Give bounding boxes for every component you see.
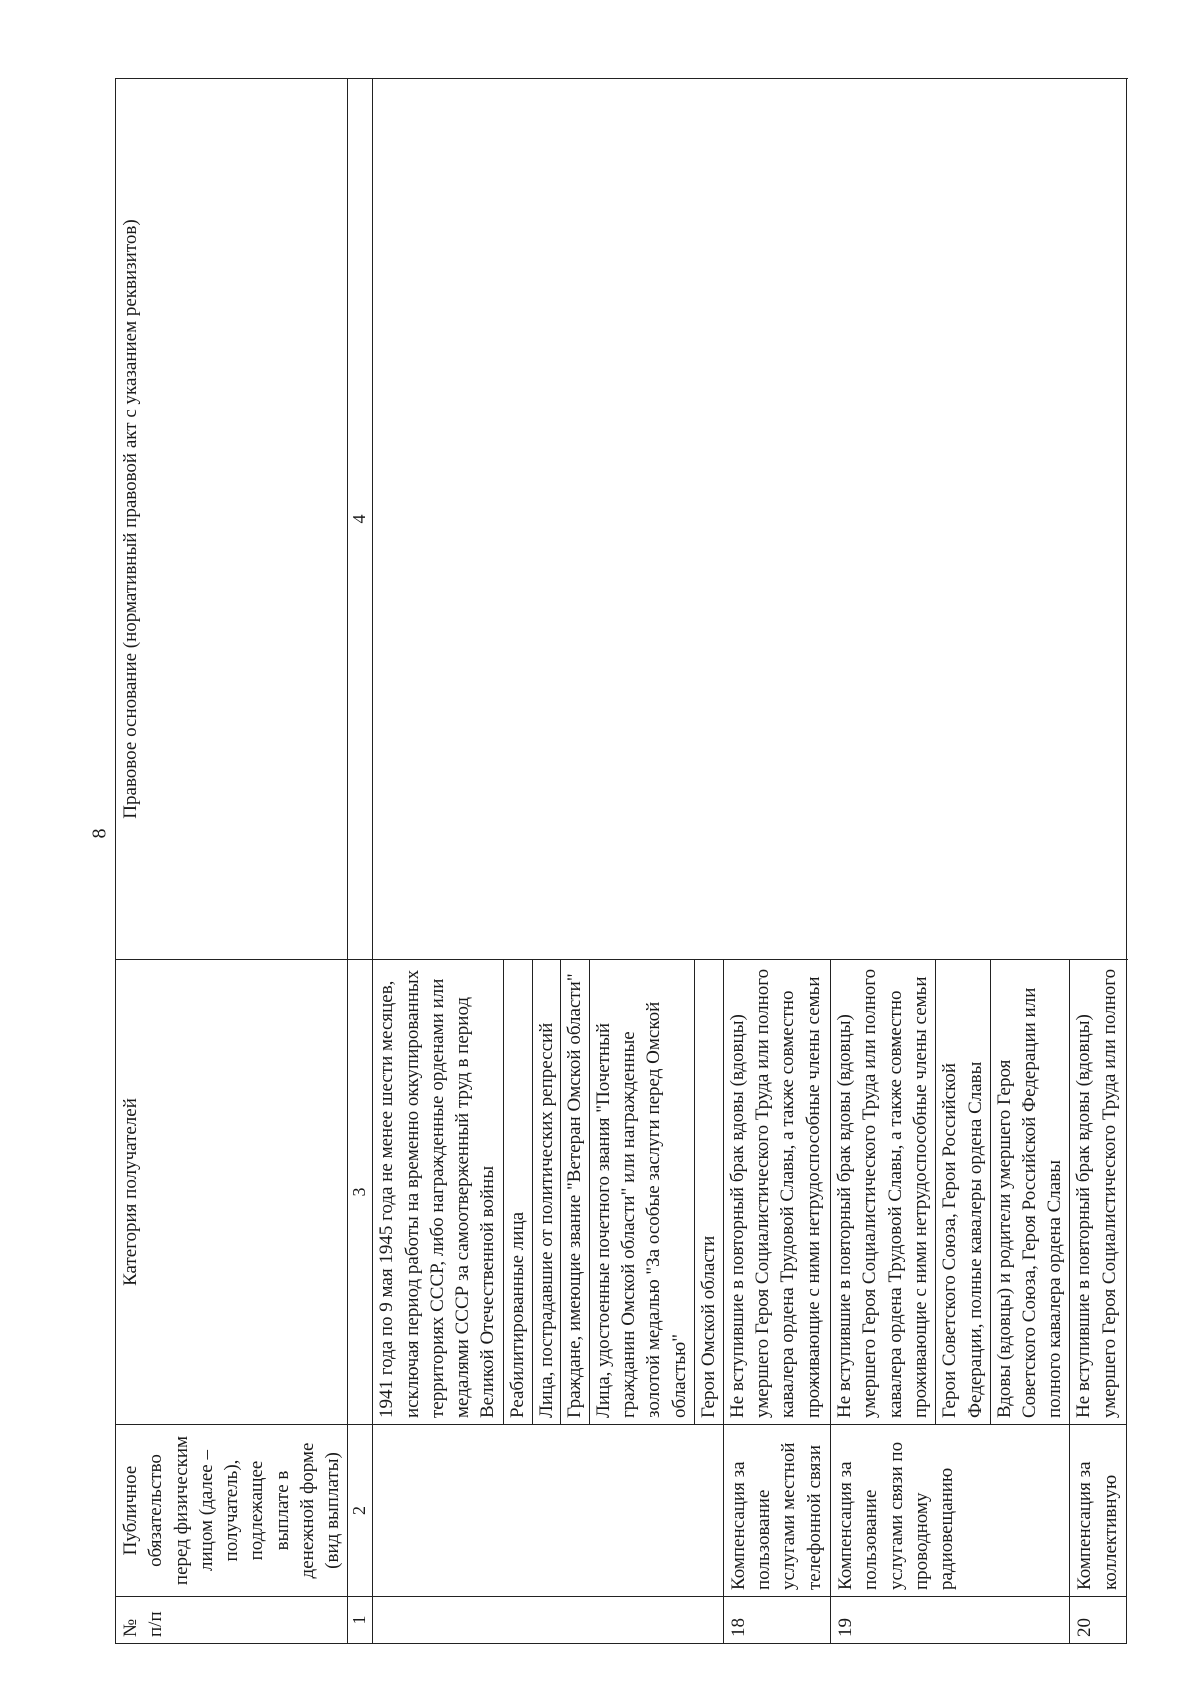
category-cell: Не вступившие в повторный брак вдовы (вдовцы) умершего Героя Социалистического Труда или полного кавалера ордена Трудовой Славы, а также совместно проживающие с ними нетрудоспособные члены семьи [723,960,830,1425]
category-cell: Не вступившие в повторный брак вдовы (вдовцы) умершего Героя Социалистического Труда или полного [1070,960,1126,1425]
col-number: 1 [348,1597,373,1644]
category-cell: Лица, пострадавшие от политических репрессий [532,960,561,1425]
row-title: Компенсация за пользование услугами местной телефонной связи [723,1425,830,1597]
benefits-table-rotated [115,78,1127,1644]
row-title [373,1425,724,1597]
header-row [116,79,348,1644]
row-title: Компенсация за пользование услугами связи по проводному радиовещанию [831,1425,1070,1597]
col-number: 3 [348,960,373,1425]
benefits-table [115,78,1127,1644]
row-title: Компенсация за коллективную [1070,1425,1126,1597]
header-obligation: Публичное обязательство перед физическим лицом (далее – получатель), подлежащее выплате в денежной форме (вид выплаты) [116,1425,348,1597]
category-cell: Герои Омской области [695,960,724,1425]
category-cell: Вдовы (вдовцы) и родители умершего Героя Советского Союза, Героя Российской Федерации или полного кавалера ордена Славы [990,960,1070,1425]
legal-basis-cell [373,79,1127,960]
header-category: Категория получателей [116,960,348,1425]
row-num [373,1597,724,1644]
table-row [373,79,504,1644]
header-legal: Правовое основание (нормативный правовой акт с указанием реквизитов) [116,79,348,960]
col-number: 2 [348,1425,373,1597]
category-cell: Граждане, имеющие звание "Ветеран Омской области" [561,960,590,1425]
row-num: 20 [1070,1597,1126,1644]
category-cell: Герои Советского Союза, Герои Российской Федерации, полные кавалеры ордена Славы [936,960,990,1425]
category-cell: Лица, удостоенные почетного звания "Почетный гражданин Омской области" или награжденные золотой медалью "За особые заслуги перед Омской областью" [589,960,694,1425]
category-cell: 1941 года по 9 мая 1945 года не менее шести месяцев, исключая период работы на временно оккупированных территориях СССР, либо награжденные орденами или медалями СССР за самоотверженный труд в период Великой Отечественной войны [373,960,504,1425]
header-num: № п/п [116,1597,348,1644]
category-cell: Не вступившие в повторный брак вдовы (вдовцы) умершего Героя Социалистического Труда или полного кавалера ордена Трудовой Славы, а также совместно проживающие с ними нетрудоспособные члены семьи [831,960,936,1425]
row-num: 19 [831,1597,1070,1644]
category-cell: Реабилитированные лица [504,960,533,1425]
row-num: 18 [723,1597,830,1644]
column-number-row [348,79,373,1644]
col-number: 4 [348,79,373,960]
page-number: 8 [88,828,111,839]
